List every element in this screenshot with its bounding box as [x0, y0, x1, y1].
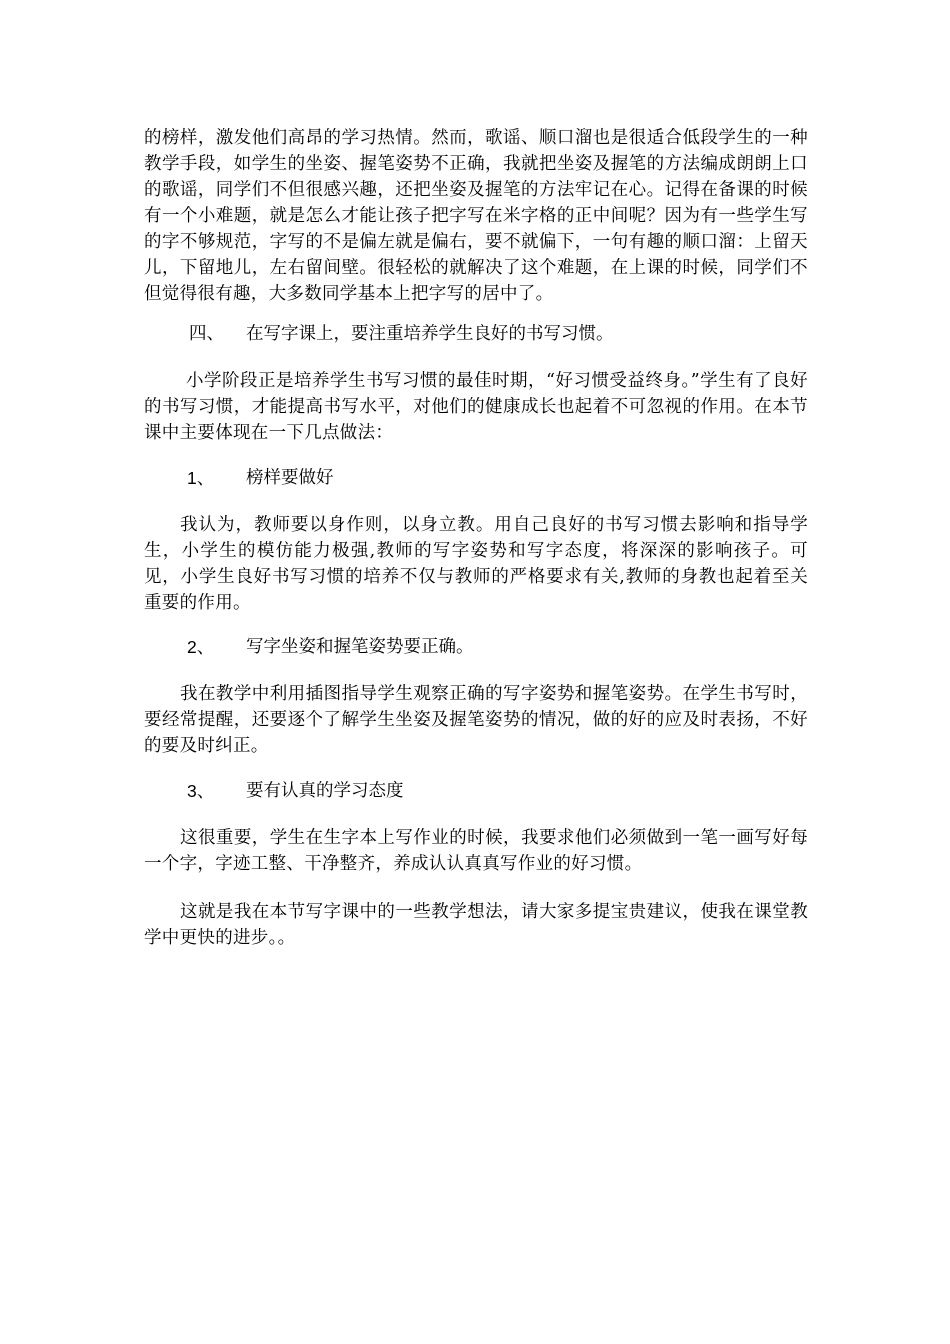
closing-paragraph: 这就是我在本节写字课中的一些教学想法，请大家多提宝贵建议，使我在课堂教学中更快的进步。。 [144, 902, 808, 948]
item-3-number: 3、 [187, 781, 215, 801]
item-1-title: 榜样要做好 [246, 468, 334, 488]
item-3-title: 要有认真的学习态度 [246, 781, 404, 801]
item-2-number: 2、 [187, 637, 215, 657]
item-2-body: 我在教学中利用插图指导学生观察正确的写字姿势和握笔姿势。在学生书写时，要经常提醒，还要逐个了解学生坐姿及握笔姿势的情况，做的好的应及时表扬，不好的要及时纠正。 [144, 684, 808, 756]
item-1-number: 1、 [187, 468, 215, 488]
section-4-title: 在写字课上，要注重培养学生良好的书写习惯。 [246, 324, 614, 344]
item-2-title: 写字坐姿和握笔姿势要正确。 [246, 637, 474, 657]
item-3-body: 这很重要，学生在生字本上写作业的时候，我要求他们必须做到一笔一画写好每一个字，字迹工整、干净整齐，养成认认真真写作业的好习惯。 [144, 828, 808, 874]
item-1-body: 我认为，教师要以身作则，以身立教。用自己良好的书写习惯去影响和指导学生，小学生的模仿能力极强,教师的写字姿势和写字态度，将深深的影响孩子。可见，小学生良好书写习惯的培养不仅与教师的严格要求有关,教师的身教也起着至关重要的作用。 [144, 515, 808, 613]
intro-paragraph: 的榜样，激发他们高昂的学习热情。然而，歌谣、顺口溜也是很适合低段学生的一种教学手段，如学生的坐姿、握笔姿势不正确，我就把坐姿及握笔的方法编成朗朗上口的歌谣，同学们不但很感兴趣，还把坐姿及握笔的方法牢记在心。记得在备课的时候有一个小难题，就是怎么才能让孩子把字写在米字格的正中间呢？因为有一些学生写的字不够规范，字写的不是偏左就是偏右，要不就偏下，一句有趣的顺口溜：上留天儿，下留地儿，左右留间壁。很轻松的就解决了这个难题，在上课的时候，同学们不但觉得很有趣，大多数同学基本上把字写的居中了。 [144, 128, 808, 304]
section-4-intro-paragraph: 小学阶段正是培养学生书写习惯的最佳时期，“好习惯受益终身。”学生有了良好的书写习惯，才能提高书写水平，对他们的健康成长也起着不可忽视的作用。在本节课中主要体现在一下几点做法： [144, 371, 808, 443]
section-4-number: 四、 [189, 324, 224, 344]
